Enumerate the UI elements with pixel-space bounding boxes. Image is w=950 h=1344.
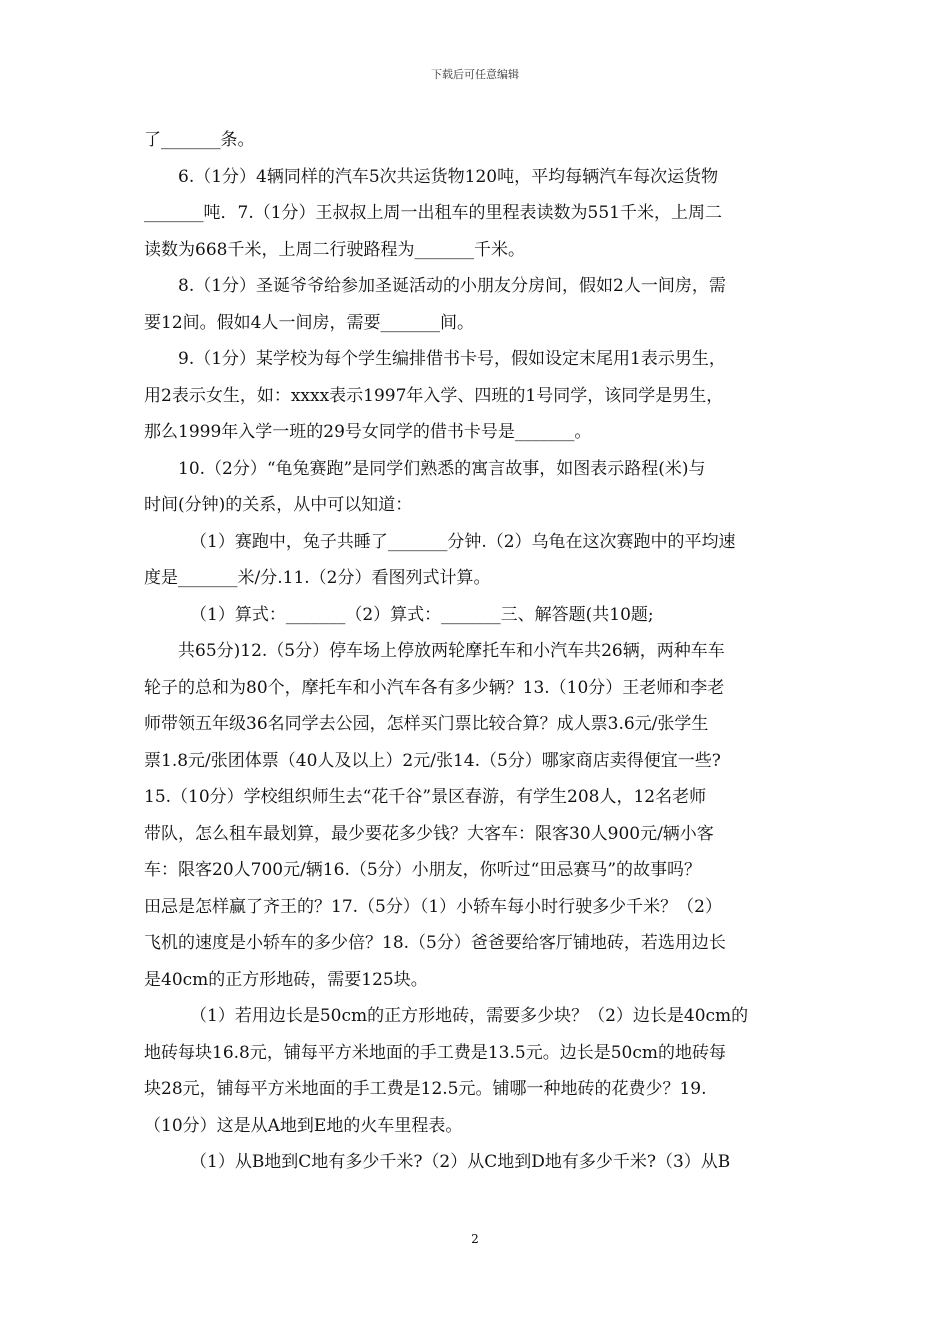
text-line: 了_______条。	[144, 130, 255, 150]
sub-question-line: （1）若用边长是50cm的正方形地砖，需要多少块？（2）边长是40cm的	[190, 1006, 749, 1026]
question-6-line: 6.（1分）4辆同样的汽车5次共运货物120吨，平均每辆汽车每次运货物	[178, 166, 719, 187]
text-line: 带队，怎么租车最划算，最少要花多少钱？大客车：限客30人900元/辆小客	[144, 823, 714, 844]
text-line: 读数为668千米，上周二行驶路程为_______千米。	[144, 239, 525, 260]
text-line: 车：限客20人700元/辆16.（5分）小朋友，你听过“田忌赛马”的故事吗？	[144, 860, 702, 880]
sub-question-line: （1）从B地到C地有多少千米?（2）从C地到D地有多少千米?（3）从B	[190, 1152, 731, 1172]
sub-question-line: （1）算式：_______（2）算式：_______三、解答题(共10题;	[190, 604, 654, 625]
text-line: 师带领五年级36名同学去公园，怎样买门票比较合算？成人票3.6元/张学生	[144, 714, 709, 734]
document-body	[144, 122, 820, 1181]
text-line: 地砖每块16.8元，铺每平方米地面的手工费是13.5元。边长是50cm的地砖每	[144, 1042, 726, 1063]
text-line: 是40cm的正方形地砖，需要125块。	[144, 969, 428, 990]
question-9-line: 9.（1分）某学校为每个学生编排借书卡号，假如设定末尾用1表示男生，	[178, 349, 726, 369]
text-line: （10分）这是从A地到E地的火车里程表。	[144, 1115, 463, 1136]
text-line: 时间(分钟)的关系，从中可以知道：	[144, 495, 413, 515]
text-line: 飞机的速度是小轿车的多少倍？18.（5分）爸爸要给客厅铺地砖，若选用边长	[144, 933, 726, 953]
text-line: 要12间。假如4人一间房，需要_______间。	[144, 312, 474, 333]
text-line: 田忌是怎样赢了齐王的？17.（5分）（1）小轿车每小时行驶多少千米？（2）	[144, 896, 722, 917]
text-line: 票1.8元/张团体票（40人及以上）2元/张14.（5分）哪家商店卖得便宜一些?	[144, 750, 721, 771]
question-8-line: 8.（1分）圣诞爷爷给参加圣诞活动的小朋友分房间，假如2人一间房，需	[178, 276, 726, 296]
page-header: 下载后可任意编辑	[431, 68, 519, 81]
section-3-line: 共65分)12.（5分）停车场上停放两轮摩托车和小汽车共26辆，两种车车	[178, 641, 725, 661]
text-line: 块28元，铺每平方米地面的手工费是12.5元。铺哪一种地砖的花费少？19.	[144, 1079, 707, 1099]
text-line: 那么1999年入学一班的29号女同学的借书卡号是_______。	[144, 422, 592, 442]
page-number: 2	[471, 1232, 479, 1246]
text-line: 15.（10分）学校组织师生去“花千谷”景区春游，有学生208人，12名老师	[144, 787, 707, 807]
sub-question-line: （1）赛跑中，兔子共睡了_______分钟.（2）乌龟在这次赛跑中的平均速	[190, 531, 736, 552]
question-10-line: 10.（2分）“龟兔赛跑”是同学们熟悉的寓言故事，如图表示路程(米)与	[178, 458, 706, 479]
text-line: 度是_______米/分.11.（2分）看图列式计算。	[144, 568, 491, 588]
text-line: _______吨．7.（1分）王叔叔上周一出租车的里程表读数为551千米，上周二	[144, 203, 722, 223]
text-line: 轮子的总和为80个，摩托车和小汽车各有多少辆？13.（10分）王老师和李老	[144, 677, 725, 698]
text-line: 用2表示女生，如：xxxx表示1997年入学、四班的1号同学，该同学是男生，	[144, 385, 724, 406]
